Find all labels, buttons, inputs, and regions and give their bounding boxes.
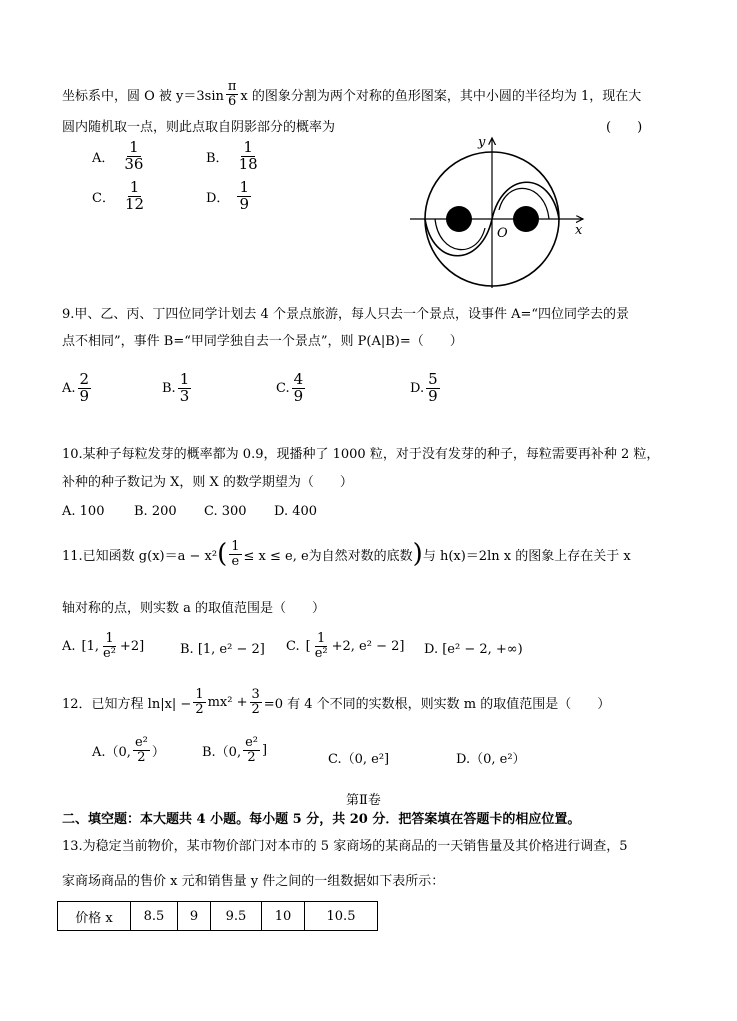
num: 1 (317, 631, 326, 646)
q9-option-b-frac (178, 372, 192, 405)
den: e² (103, 645, 116, 661)
q8-option-b-frac (237, 140, 260, 173)
q12-line-c: =0 有 4 个不同的实数根，则实数 m 的取值范围是（ ） (263, 696, 611, 712)
q9-option-c (276, 372, 307, 405)
q9-line2: 点不相同”，事件 B=“甲同学独自去一个景点”，则 P(A|B)=（ ） (62, 334, 463, 349)
q9-option-b (162, 372, 193, 405)
x-axis-label: x (575, 223, 583, 238)
den: 12 (124, 194, 145, 213)
q8-option-c-label: C． (92, 190, 115, 206)
q8-line1-b: x 的图象分割为两个对称的鱼形图案，其中小圆的半径均为 1，现在大 (240, 88, 642, 104)
num: e² (134, 735, 148, 750)
q9-option-c-label: C. (276, 380, 290, 396)
q11-cond-close: ) (412, 539, 423, 570)
den: 9 (293, 386, 304, 405)
num: 1 (239, 178, 249, 196)
table-cell: 8.5 (131, 902, 178, 931)
q11-option-a-label: A. (62, 638, 76, 654)
num: 1 (243, 138, 253, 156)
den: e² (314, 645, 328, 661)
q9-option-d-frac (426, 372, 440, 405)
table-cell: 10.5 (305, 902, 378, 931)
q9-line1: 9.甲、乙、丙、丁四位同学计划去 4 个景点旅游，每人只去一个景点，设事件 A=“四位同学去的景 (62, 307, 629, 322)
den: 18 (238, 154, 258, 173)
q9-option-a-frac (78, 372, 92, 405)
den: 36 (124, 154, 144, 173)
origin-label: O (497, 226, 508, 241)
q11-option-d: D. [e² − 2, +∞) (424, 642, 523, 657)
den: 2 (195, 701, 204, 717)
q12-line-b: mx² + (207, 694, 248, 710)
q11-option-c-part1: [ (305, 638, 311, 654)
q11-option-c-label: C. (286, 638, 300, 654)
q10-line1: 10.某种子每粒发芽的概率都为 0.9，现播种了 1000 粒，对于没有发芽的种子，每粒需要再补种 2 粒， (62, 447, 660, 462)
q8-paren: ( ) (606, 120, 643, 135)
section-title: 第Ⅱ卷 (346, 793, 381, 808)
q8-frac (226, 80, 239, 108)
num: 1 (179, 370, 190, 388)
num: 3 (251, 687, 260, 702)
q12-frac1 (193, 688, 205, 716)
q8-option-a-label: A． (92, 150, 115, 166)
q8-option-c-frac (123, 180, 146, 213)
q8-option-b-label: B． (206, 150, 229, 166)
q12-option-b-part1: B.（0, (202, 744, 242, 760)
q9-option-d-label: D. (410, 380, 425, 396)
left-small-circle (446, 206, 472, 232)
q11-line2: 轴对称的点，则实数 a 的取值范围是（ ） (62, 601, 326, 616)
section-heading: 二、填空题：本大题共 4 小题。每小题 5 分，共 20 分．把答案填在答题卡的相应位置。 (62, 812, 581, 827)
q11-cond-open: ( (217, 539, 228, 570)
num: 1 (129, 138, 139, 156)
q11-cond-frac (229, 540, 241, 568)
table-cell: 10 (262, 902, 305, 931)
right-small-circle (513, 206, 539, 232)
num: 1 (129, 178, 140, 196)
table-row (58, 902, 378, 931)
q12-option-a-part2: ） (151, 744, 165, 760)
q11-line1-a: 11.已知函数 g(x)＝a − x² (62, 548, 218, 564)
q9-option-c-frac (292, 372, 306, 405)
q9-option-b-label: B. (162, 380, 176, 396)
den: 9 (79, 386, 90, 405)
yin-yang-figure (405, 128, 595, 293)
num: 4 (293, 370, 304, 388)
q9-option-a (62, 372, 93, 405)
q8-option-b (206, 140, 262, 173)
q8-option-d-label: D． (206, 190, 230, 206)
q11-option-a-part1: [1, (81, 638, 100, 654)
q13-line1: 13.为稳定当前物价，某市物价部门对本市的 5 家商场的某商品的一天销售量及其价格进行调查，5 (62, 839, 628, 854)
q10-option-b: B. 200 (134, 504, 177, 519)
q11-option-a-frac (101, 632, 118, 660)
q10-option-d: D. 400 (274, 504, 318, 519)
q13-line2: 家商场商品的售价 x 元和销售量 y 件之间的一组数据如下表所示： (62, 874, 445, 889)
q10-option-c: C. 300 (204, 504, 247, 519)
den: 9 (428, 386, 438, 405)
den: e (231, 553, 240, 569)
num: e² (245, 735, 258, 750)
q12-option-b (202, 736, 267, 764)
q11-option-c-part2: +2, e² − 2] (331, 638, 405, 654)
den: 9 (239, 194, 249, 213)
q8-option-d-frac (237, 180, 251, 213)
q11-line1 (62, 540, 631, 568)
q11-option-b: B. [1, e² − 2] (180, 642, 265, 657)
q8-line2: 圆内随机取一点，则此点取自阴影部分的概率为 (62, 120, 336, 135)
q12-option-c: C.（0, e²] (328, 752, 390, 767)
q8-option-c (92, 180, 148, 213)
q12-line-a: 12．已知方程 ln|x| − (62, 696, 192, 712)
q10-option-a: A. 100 (62, 504, 105, 519)
q11-option-c-frac (313, 632, 330, 660)
q10-line2: 补种的种子数记为 X，则 X 的数学期望为（ ） (62, 475, 353, 490)
q8-option-a (92, 140, 147, 173)
q12-frac2 (250, 688, 262, 716)
y-axis-label: y (478, 135, 486, 150)
q12-option-a (92, 736, 165, 764)
num: 1 (105, 631, 114, 646)
q11-line1-b: 与 h(x)＝2ln x 的图象上存在关于 x (422, 548, 631, 564)
table-cell: 价格 x (58, 902, 131, 931)
den: 2 (251, 701, 260, 717)
num: 5 (428, 370, 438, 388)
q8-line1 (62, 80, 641, 108)
q11-option-a (62, 632, 144, 660)
table-cell: 9 (178, 902, 211, 931)
q12-option-b-frac (243, 736, 260, 764)
q9-option-d (410, 372, 442, 405)
q8-line1-a: 坐标系中，圆 O 被 y＝3sin (62, 88, 224, 104)
q8-option-d (206, 180, 253, 213)
den: 2 (137, 749, 146, 765)
q8-frac-den: 6 (228, 93, 237, 109)
q12-line (62, 688, 610, 716)
q13-table (57, 901, 378, 931)
q9-option-a-label: A. (62, 380, 76, 396)
q11-option-c (286, 632, 404, 660)
q8-option-a-frac (122, 140, 145, 173)
num: 1 (195, 687, 204, 702)
q11-cond-text: ≤ x ≤ e, e为自然对数的底数 (243, 548, 413, 564)
num: 1 (231, 539, 240, 554)
num: 2 (79, 370, 90, 388)
q12-option-b-part2: ] (262, 742, 268, 758)
den: 3 (179, 386, 190, 405)
table-cell: 9.5 (211, 902, 262, 931)
q12-option-a-part1: A.（0, (92, 744, 131, 760)
den: 2 (247, 749, 256, 765)
q11-option-a-part2: +2] (119, 638, 145, 654)
q8-frac-num: π (227, 79, 237, 94)
q12-option-d: D.（0, e²） (456, 752, 526, 767)
q12-option-a-frac (133, 736, 150, 764)
